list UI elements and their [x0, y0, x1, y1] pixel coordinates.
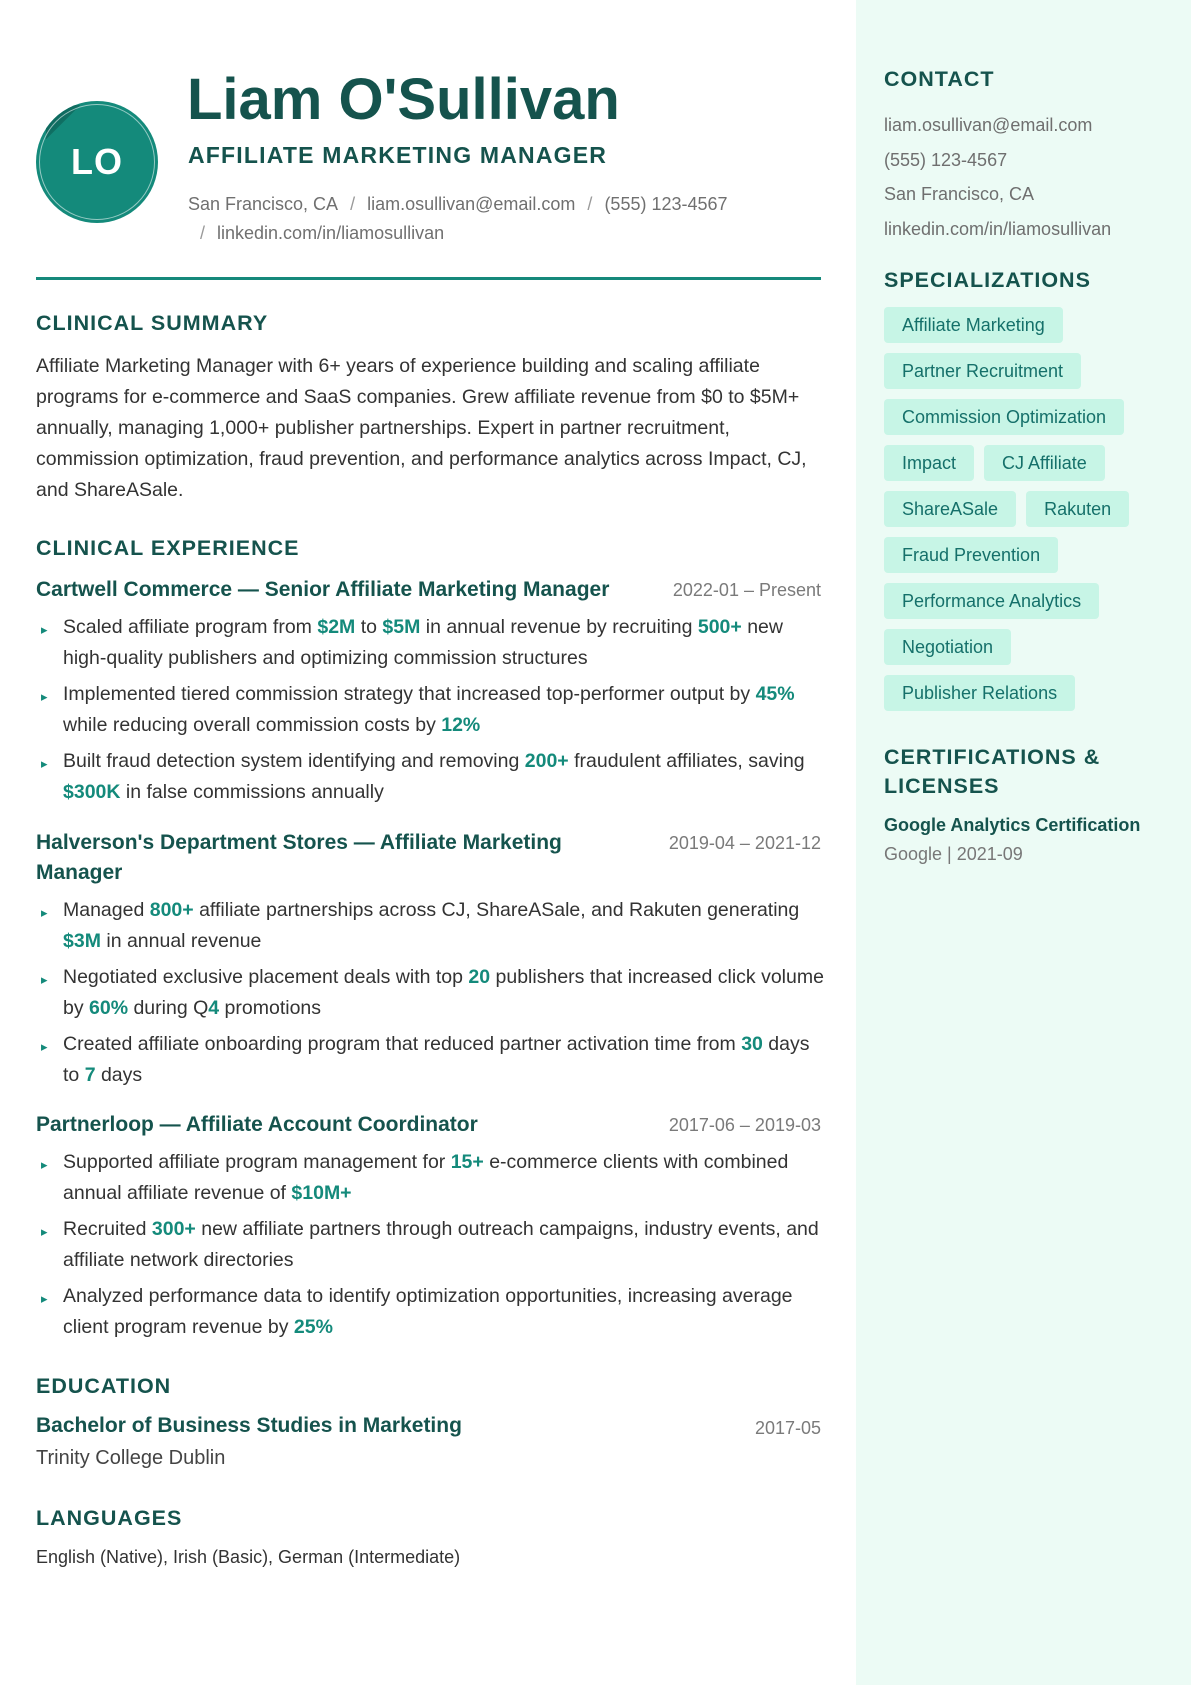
highlight-metric: 15+ [450, 1151, 484, 1173]
separator: / [350, 194, 356, 214]
highlight-metric: 200+ [524, 750, 569, 772]
header-phone: (555) 123-4567 [604, 194, 728, 214]
bullet-text: new high-quality publishers and optimizing commission structures [63, 616, 783, 669]
job-bullet [36, 1029, 826, 1091]
job-title: Cartwell Commerce — Senior Affiliate Marketing Manager [36, 578, 610, 601]
specialization-tag: Fraud Prevention [884, 537, 1058, 573]
sidebar-linkedin[interactable]: linkedin.com/in/liamosullivan [884, 218, 1112, 239]
job-bullets [36, 895, 826, 1096]
contact-heading: CONTACT [884, 67, 995, 91]
bullet-text: e-commerce clients with combined annual affiliate revenue of [63, 1151, 789, 1204]
highlight-metric: $10M+ [291, 1182, 352, 1204]
highlight-metric: $300K [63, 781, 121, 803]
job-dates: 2019-04 – 2021-12 [668, 833, 821, 853]
sidebar-location: San Francisco, CA [884, 184, 1035, 204]
highlight-metric: 12% [441, 714, 481, 736]
highlight-metric: 800+ [149, 899, 194, 921]
specialization-tag: Publisher Relations [884, 675, 1075, 711]
candidate-name: Liam O'Sullivan [187, 67, 620, 132]
bullet-chevron-icon: ▸ [41, 622, 48, 637]
bullet-chevron-icon: ▸ [41, 1224, 48, 1239]
bullet-text: while reducing overall commission costs by [63, 714, 442, 736]
bullet-chevron-icon: ▸ [41, 1157, 48, 1172]
highlight-metric: 500+ [697, 616, 742, 638]
specialization-tag: Commission Optimization [884, 399, 1124, 435]
bullet-text: Scaled affiliate program from [63, 616, 318, 638]
sidebar-phone: (555) 123-4567 [884, 149, 1008, 170]
certification-meta: Google | 2021-09 [884, 844, 1023, 864]
highlight-metric: 20 [468, 966, 491, 988]
languages-text: English (Native), Irish (Basic), German (Intermediate) [36, 1547, 461, 1567]
job-title: Partnerloop — Affiliate Account Coordinator [36, 1113, 478, 1136]
highlight-metric: $2M [317, 616, 356, 638]
job-bullets [36, 612, 826, 813]
candidate-title: AFFILIATE MARKETING MANAGER [188, 142, 608, 168]
highlight-metric: 30 [741, 1033, 763, 1055]
certifications-heading [884, 743, 1100, 801]
job-dates: 2017-06 – 2019-03 [668, 1115, 821, 1135]
certifications-heading-line2: LICENSES [884, 774, 1000, 798]
summary-heading: CLINICAL SUMMARY [36, 311, 269, 335]
job-bullet [36, 1214, 826, 1276]
highlight-metric: 4 [208, 997, 220, 1019]
bullet-chevron-icon: ▸ [41, 1291, 48, 1306]
bullet-text: promotions [219, 997, 322, 1019]
sidebar [856, 0, 1191, 1685]
specialization-tag: ShareASale [884, 491, 1016, 527]
highlight-metric: 45% [755, 683, 795, 705]
languages-heading: LANGUAGES [36, 1506, 183, 1530]
separator: / [587, 194, 593, 214]
bullet-text: to [355, 616, 383, 638]
highlight-metric: $5M [382, 616, 421, 638]
bullet-chevron-icon: ▸ [41, 689, 48, 704]
bullet-text: affiliate partnerships across CJ, ShareASale, and Rakuten generating [193, 899, 800, 921]
highlight-metric: 7 [84, 1064, 96, 1086]
job-bullet [36, 746, 826, 808]
education-heading: EDUCATION [36, 1374, 172, 1398]
bullet-chevron-icon: ▸ [41, 1039, 48, 1054]
bullet-text: Analyzed performance data to identify optimization opportunities, increasing average client program revenue by [63, 1285, 793, 1338]
specialization-tag: Affiliate Marketing [884, 307, 1063, 343]
bullet-text: Recruited [63, 1218, 152, 1240]
bullet-chevron-icon: ▸ [41, 972, 48, 987]
bullet-text: during Q [128, 997, 209, 1019]
bullet-text: in annual revenue by recruiting [420, 616, 698, 638]
sidebar-email[interactable]: liam.osullivan@email.com [884, 115, 1093, 135]
bullet-text: days to [63, 1033, 810, 1086]
bullet-chevron-icon: ▸ [41, 756, 48, 771]
bullet-text: new affiliate partners through outreach campaigns, industry events, and affiliate network directories [63, 1218, 819, 1271]
header-email[interactable]: liam.osullivan@email.com [367, 194, 576, 214]
highlight-metric: 25% [293, 1316, 333, 1338]
summary-text: Affiliate Marketing Manager with 6+ years of experience building and scaling affiliate programs for e-commerce and SaaS companies. Grew affiliate revenue from $0 to $5M+ annually, managing 1,000+ publisher partnerships. Expert in partner recruitment, commission optimization, fraud prevention, and performance analytics across Impact, CJ, and ShareASale. [36, 355, 807, 501]
bullet-text: in false commissions annually [120, 781, 384, 803]
job-bullet [36, 1147, 826, 1209]
education-school: Trinity College Dublin [36, 1447, 226, 1469]
job-bullet [36, 679, 826, 741]
bullet-text: Supported affiliate program management for [63, 1151, 451, 1173]
header-location: San Francisco, CA [188, 194, 339, 214]
specialization-tag: Rakuten [1026, 491, 1129, 527]
avatar-initials: LO [71, 141, 123, 182]
job-title: Halverson's Department Stores — Affiliate Marketing Manager [36, 831, 562, 884]
highlight-metric: 60% [89, 997, 129, 1019]
education-degree: Bachelor of Business Studies in Marketing [36, 1414, 462, 1437]
specialization-tag: CJ Affiliate [984, 445, 1105, 481]
experience-heading: CLINICAL EXPERIENCE [36, 536, 300, 560]
bullet-text: publishers that increased click volume by [63, 966, 824, 1019]
job-bullets [36, 1147, 826, 1348]
job-bullet [36, 962, 826, 1024]
job-dates: 2022-01 – Present [672, 580, 821, 600]
bullet-text: fraudulent affiliates, saving [568, 750, 805, 772]
bullet-text: Managed [63, 899, 150, 921]
certifications-heading-line1: CERTIFICATIONS & [884, 745, 1101, 769]
highlight-metric: 300+ [151, 1218, 196, 1240]
job-bullet [36, 895, 826, 957]
header-contact-line [188, 190, 788, 248]
bullet-text: days [95, 1064, 143, 1086]
highlight-metric: $3M [63, 930, 101, 952]
header-divider [36, 277, 821, 280]
bullet-text: Negotiated exclusive placement deals with top [63, 966, 469, 988]
job-bullet [36, 612, 826, 674]
specializations-heading: SPECIALIZATIONS [884, 268, 1091, 292]
certification-name: Google Analytics Certification [884, 815, 1141, 835]
specializations-tags [884, 307, 1174, 711]
bullet-text: Created affiliate onboarding program that reduced partner activation time from [63, 1033, 742, 1055]
bullet-text: in annual revenue [100, 930, 262, 952]
specialization-tag: Impact [884, 445, 974, 481]
avatar [36, 101, 158, 223]
education-date: 2017-05 [754, 1418, 821, 1438]
specialization-tag: Negotiation [884, 629, 1011, 665]
separator: / [200, 223, 206, 243]
specialization-tag: Partner Recruitment [884, 353, 1081, 389]
specialization-tag: Performance Analytics [884, 583, 1099, 619]
bullet-text: Implemented tiered commission strategy that increased top-performer output by [63, 683, 756, 705]
sidebar-contact-list [884, 108, 1111, 246]
bullet-text: Built fraud detection system identifying and removing [63, 750, 525, 772]
header-linkedin[interactable]: linkedin.com/in/liamosullivan [217, 223, 445, 243]
job-bullet [36, 1281, 826, 1343]
bullet-chevron-icon: ▸ [41, 905, 48, 920]
